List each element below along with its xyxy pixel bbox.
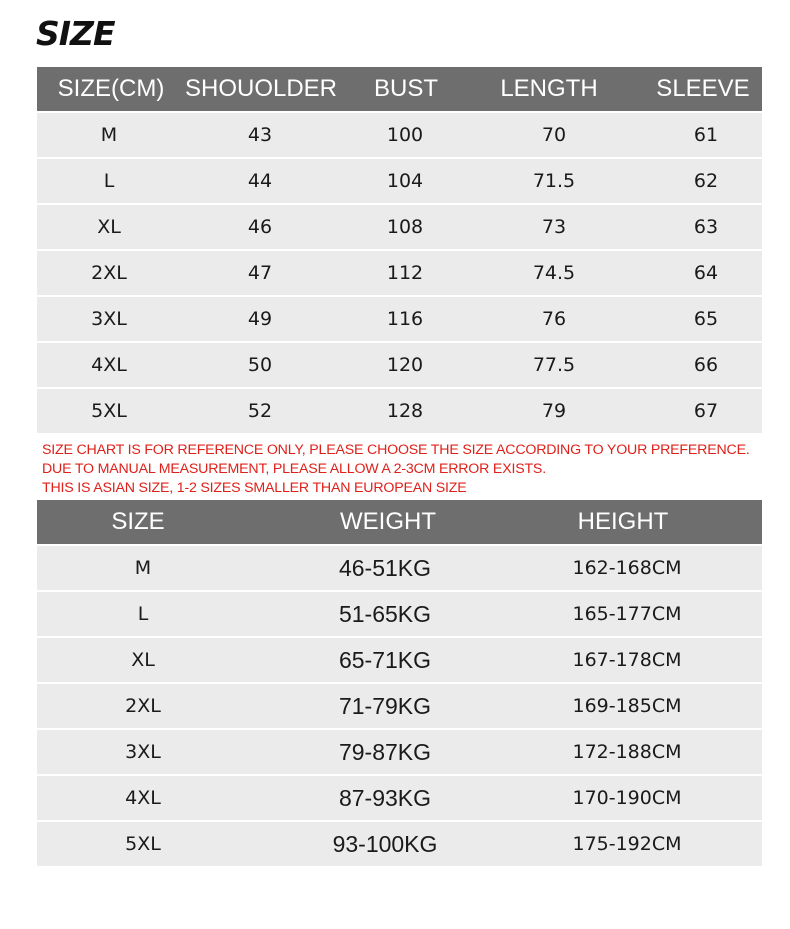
cell-size: 2XL <box>125 695 161 717</box>
cell-shoulder: 43 <box>247 124 273 146</box>
cell-height: 172-188CM <box>572 741 682 763</box>
cell-sleeve: 63 <box>693 216 719 238</box>
table-row <box>37 389 762 433</box>
header-shoulder: SHOUOLDER <box>184 75 338 102</box>
cell-weight: 79-87KG <box>338 739 432 765</box>
cell-shoulder: 50 <box>247 354 273 376</box>
note-line: DUE TO MANUAL MEASUREMENT, PLEASE ALLOW A 2-3CM ERROR EXISTS. <box>42 461 546 477</box>
header-size: SIZE <box>111 508 165 535</box>
cell-weight: 71-79KG <box>338 693 432 719</box>
cell-length: 79 <box>541 400 567 422</box>
header-height: HEIGHT <box>577 508 669 535</box>
cell-sleeve: 66 <box>693 354 719 376</box>
cell-length: 71.5 <box>532 170 576 192</box>
cell-height: 167-178CM <box>572 649 682 671</box>
cell-height: 169-185CM <box>572 695 682 717</box>
cell-sleeve: 62 <box>693 170 719 192</box>
cell-size: 3XL <box>125 741 161 763</box>
cell-length: 76 <box>541 308 567 330</box>
cell-sleeve: 61 <box>693 124 719 146</box>
note-line: THIS IS ASIAN SIZE, 1-2 SIZES SMALLER THAN EUROPEAN SIZE <box>42 480 467 496</box>
cell-size: 4XL <box>91 354 127 376</box>
table-row <box>37 251 762 295</box>
cell-height: 175-192CM <box>572 833 682 855</box>
cell-length: 77.5 <box>532 354 576 376</box>
cell-length: 73 <box>541 216 567 238</box>
cell-height: 162-168CM <box>572 557 682 579</box>
cell-size: L <box>137 603 149 625</box>
cell-sleeve: 64 <box>693 262 719 284</box>
cell-length: 70 <box>541 124 567 146</box>
cell-shoulder: 46 <box>247 216 273 238</box>
size-notes <box>42 441 777 498</box>
cell-shoulder: 47 <box>247 262 273 284</box>
page-title: SIZE <box>36 14 115 53</box>
cell-size: M <box>100 124 118 146</box>
cell-bust: 108 <box>386 216 424 238</box>
cell-size: 5XL <box>125 833 161 855</box>
table-row <box>37 592 762 636</box>
cell-size: 2XL <box>91 262 127 284</box>
cell-size: XL <box>131 649 155 671</box>
cell-sleeve: 65 <box>693 308 719 330</box>
header-weight: WEIGHT <box>340 508 436 535</box>
cell-bust: 128 <box>386 400 424 422</box>
table-row <box>37 684 762 728</box>
cell-weight: 46-51KG <box>338 555 432 581</box>
measurement-table <box>37 67 762 433</box>
cell-bust: 104 <box>386 170 424 192</box>
table-row <box>37 113 762 157</box>
cell-weight: 51-65KG <box>338 601 432 627</box>
table-row <box>37 159 762 203</box>
cell-bust: 112 <box>386 262 424 284</box>
cell-weight: 87-93KG <box>338 785 432 811</box>
cell-weight: 65-71KG <box>338 647 432 673</box>
cell-size: 5XL <box>91 400 127 422</box>
table-row <box>37 730 762 774</box>
cell-bust: 120 <box>386 354 424 376</box>
cell-weight: 93-100KG <box>332 831 438 857</box>
cell-size: XL <box>97 216 121 238</box>
header-sleeve: SLEEVE <box>656 75 750 102</box>
recommendation-table <box>37 500 762 866</box>
note-line: SIZE CHART IS FOR REFERENCE ONLY, PLEASE CHOOSE THE SIZE ACCORDING TO YOUR PREFERENCE. <box>42 442 750 458</box>
table-row <box>37 343 762 387</box>
header-length: LENGTH <box>500 75 598 102</box>
cell-bust: 100 <box>386 124 424 146</box>
cell-size: 3XL <box>91 308 127 330</box>
table-row <box>37 638 762 682</box>
cell-size: M <box>134 557 152 579</box>
cell-bust: 116 <box>386 308 424 330</box>
cell-shoulder: 44 <box>247 170 273 192</box>
table-row <box>37 205 762 249</box>
table-row <box>37 822 762 866</box>
table-row <box>37 776 762 820</box>
header-bust: BUST <box>373 75 439 102</box>
cell-shoulder: 49 <box>247 308 273 330</box>
table-row <box>37 297 762 341</box>
header-size: SIZE(CM) <box>57 75 165 102</box>
cell-sleeve: 67 <box>693 400 719 422</box>
cell-size: L <box>103 170 115 192</box>
cell-size: 4XL <box>125 787 161 809</box>
table-row <box>37 546 762 590</box>
cell-length: 74.5 <box>532 262 576 284</box>
table-header <box>37 500 762 544</box>
cell-height: 170-190CM <box>572 787 682 809</box>
table-header <box>37 67 762 111</box>
cell-height: 165-177CM <box>572 603 682 625</box>
cell-shoulder: 52 <box>247 400 273 422</box>
